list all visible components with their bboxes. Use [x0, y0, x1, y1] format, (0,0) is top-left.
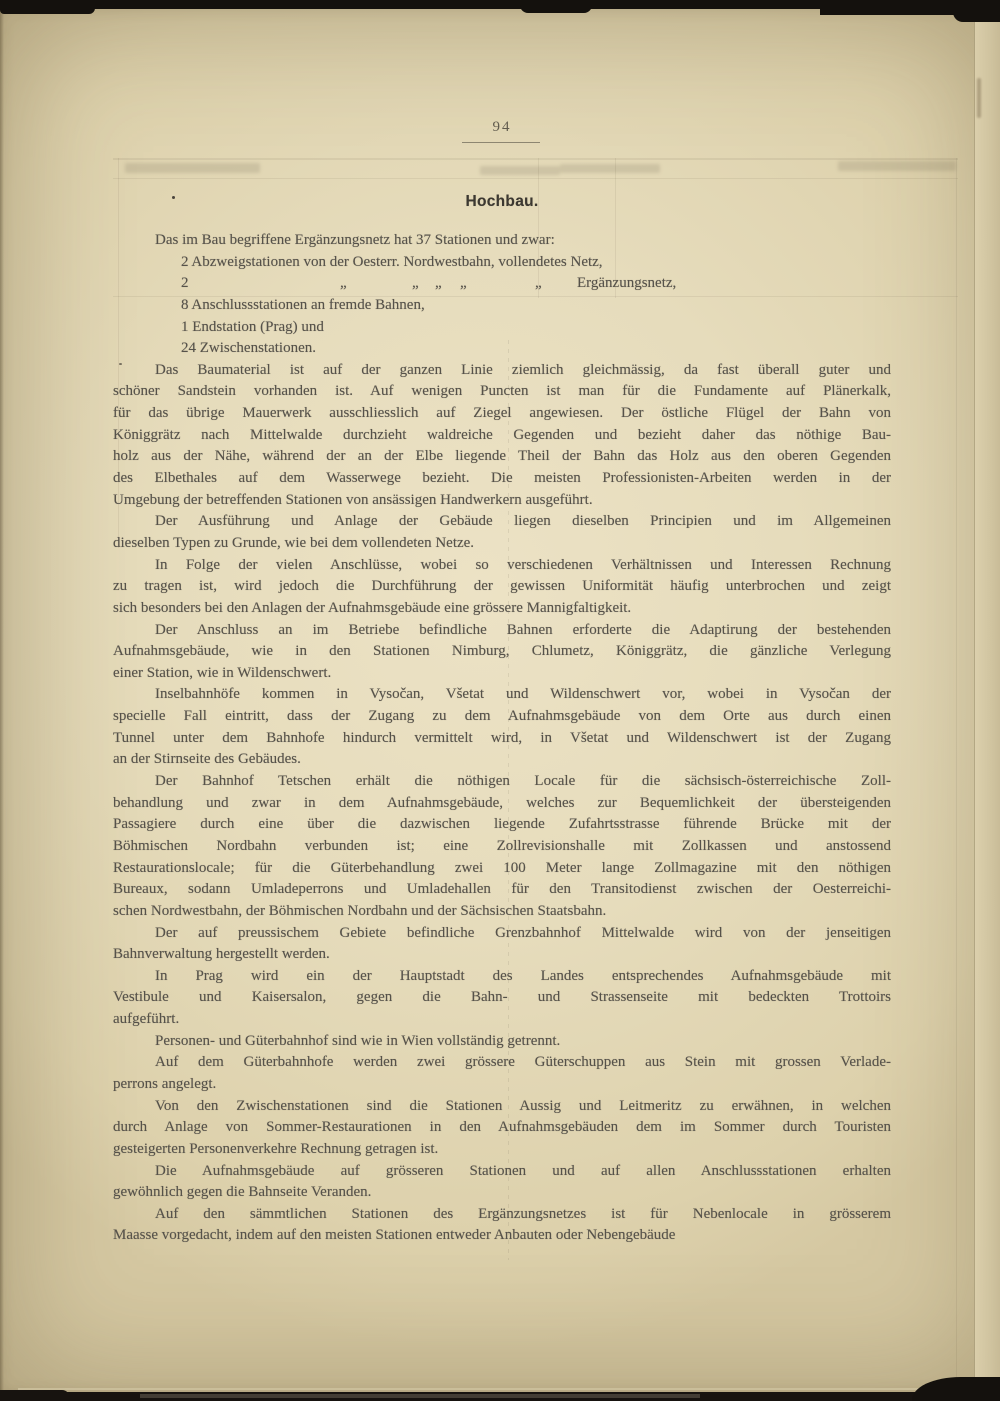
- ghost-text: [838, 161, 956, 171]
- scan-edge-blob: [520, 0, 592, 13]
- text-line: 1 Endstation (Prag) und: [181, 318, 324, 335]
- page-edge-line: [974, 12, 975, 1390]
- text-line: Vestibule und Kaisersalon, gegen die Bahn- und Strassenseite mit bedeckten Trottoirs: [113, 989, 891, 1006]
- ditto-mark: „: [340, 275, 347, 292]
- text-line: für das übrige Mauerwerk ausschliesslich auf Ziegel angewiesen. Der östliche Flügel der Bahn von: [113, 405, 891, 422]
- text-line: aufgeführt.: [113, 1011, 180, 1028]
- ghost-text: [560, 164, 660, 173]
- text-line: gewöhnlich gegen die Bahnseite Veranden.: [113, 1184, 372, 1201]
- text-line: Die Aufnahmsgebäude auf grösseren Stationen und auf allen Anschlussstationen erhalten: [155, 1162, 891, 1179]
- ghost-rule: [113, 178, 958, 179]
- text-line: Maasse vorgedacht, indem auf den meisten Stationen entweder Anbauten oder Nebengebäude: [113, 1227, 676, 1244]
- text-line: [113, 273, 891, 295]
- text-line: Auf den sämmtlichen Stationen des Ergänzungsnetzes ist für Nebenlocale in grösserem: [155, 1205, 891, 1222]
- text-line: Personen- und Güterbahnhof sind wie in Wien vollständig getrennt.: [155, 1032, 561, 1049]
- text-line: zu tragen ist, wird jedoch die Durchführung der gewissen Uniformität häufig unterbrochen und zeigt: [113, 578, 891, 595]
- text-line: Restaurationslocale; für die Güterbehandlung zwei 100 Meter lange Zollmagazine mit den nöthigen: [113, 859, 891, 876]
- text-line: Inselbahnhöfe kommen in Vysočan, Všetat und Wildenschwert vor, wobei in Vysočan der: [155, 686, 891, 703]
- text-line: 24 Zwischenstationen.: [181, 340, 316, 357]
- text-line: Auf dem Güterbahnhofe werden zwei grössere Güterschuppen aus Stein mit grossen Verlade-: [155, 1054, 891, 1071]
- text-line: einer Station, wie in Wildenschwert.: [113, 664, 332, 681]
- ghost-text: [125, 163, 260, 173]
- text-line: Der Anschluss an im Betriebe befindliche Bahnen erforderte die Adaptirung der bestehenden: [155, 621, 891, 638]
- ink-smudge: [977, 78, 981, 118]
- text-line: Bahnverwaltung hergestellt werden.: [113, 946, 330, 963]
- text-line: gesteigerten Personenverkehre Rechnung getragen ist.: [113, 1140, 439, 1157]
- text-line: Der Ausführung und Anlage der Gebäude liegen dieselben Principien und im Allgemeinen: [155, 513, 891, 530]
- text-line: an der Stirnseite des Gebäudes.: [113, 751, 301, 768]
- ghost-text: [480, 166, 560, 175]
- text-line: 2 Abzweigstationen von der Oesterr. Nordwestbahn, vollendetes Netz,: [181, 253, 603, 270]
- text-line: behandlung und zwar in dem Aufnahmsgebäude, welches zur Bequemlichkeit der übersteigenden: [113, 794, 891, 811]
- text-line: In Folge der vielen Anschlüsse, wobei so verschiedenen Verhältnissen und Interessen Rechnung: [155, 556, 891, 573]
- text-line: Aufnahmsgebäude, wie in den Stationen Nimburg, Chlumetz, Königgrätz, die gänzliche Verlegung: [113, 643, 891, 660]
- text-line: Umgebung der betreffenden Stationen von ansässigen Handwerkern ausgeführt.: [113, 491, 593, 508]
- text-line: des Elbethales auf dem Wasserwege bezieht. Die meisten Professionisten-Arbeiten werden in der: [113, 470, 891, 487]
- text-line: specielle Fall eintritt, dass der Zugang zu dem Aufnahmsgebäude von dem Orte aus durch einen: [113, 708, 891, 725]
- section-heading: Hochbau.: [465, 193, 539, 210]
- text-line: Passagiere durch eine über die dazwischen liegende Zufahrtsstrasse führende Brücke mit der: [113, 816, 891, 833]
- text-line: sich besonders bei den Anlagen der Aufnahmsgebäude eine grössere Mannigfaltigkeit.: [113, 599, 632, 616]
- scan-edge-blob: [0, 0, 95, 14]
- adjacent-page-edge: [975, 10, 1000, 1392]
- text-line: dieselben Typen zu Grunde, wie bei dem vollendeten Netze.: [113, 534, 475, 551]
- text-line: schen Nordwestbahn, der Böhmischen Nordbahn und der Sächsischen Staatsbahn.: [113, 902, 607, 919]
- ditto-mark: „: [535, 275, 542, 292]
- ditto-mark: 2: [181, 275, 189, 292]
- ghost-rule: [113, 158, 958, 160]
- text-line: holz aus der Nähe, während der an der Elbe liegende Theil der Bahn das Holz aus den oberen Gegenden: [113, 448, 891, 465]
- text-line: Bureaux, sodann Umladeperrons und Umladehallen für den Transitodienst zwischen der Oesterreichi-: [113, 881, 891, 898]
- ditto-mark: „: [460, 275, 467, 292]
- ditto-mark: „: [412, 275, 419, 292]
- scan-edge-blob: [0, 1390, 70, 1401]
- text-line: 8 Anschlussstationen an fremde Bahnen,: [181, 296, 425, 313]
- text-line: Das Baumaterial ist auf der ganzen Linie ziemlich gleichmässig, da fast überall guter und: [155, 361, 891, 378]
- left-edge-shadow: [0, 9, 4, 1392]
- page-bottom-edge-line: [18, 1388, 936, 1390]
- ghost-rule: [956, 158, 957, 1383]
- text-line: Das im Bau begriffene Ergänzungsnetz hat 37 Stationen und zwar:: [155, 232, 555, 248]
- body-text: [113, 230, 891, 1247]
- ditto-mark: Ergänzungsnetz,: [577, 275, 677, 292]
- page-number: 94: [492, 119, 512, 135]
- text-line: Tunnel unter dem Bahnhofe hindurch vermittelt wird, in Všetat und Wildenschwert ist der Zugang: [113, 729, 891, 746]
- text-line: Königgrätz nach Mittelwalde durchzieht waldreiche Gegenden und bezieht daher das nöthige Bau-: [113, 426, 891, 443]
- text-line: durch Anlage von Sommer-Restaurationen in den Aufnahmsgebäuden dem im Sommer durch Touristen: [113, 1119, 891, 1136]
- scan-edge-bottom-band: [140, 1394, 700, 1398]
- scan-edge-blob: [953, 0, 1000, 22]
- text-line: schöner Sandstein vorhanden ist. Auf wenigen Puncten ist man für die Fundamente auf Plänerkalk,: [113, 383, 891, 400]
- page-number-rule: [462, 142, 540, 143]
- text-line: Von den Zwischenstationen sind die Stationen Aussig und Leitmeritz zu erwähnen, in welchen: [155, 1097, 891, 1114]
- text-line: Der Bahnhof Tetschen erhält die nöthigen Locale für die sächsisch-österreichische Zoll-: [155, 773, 891, 790]
- ditto-mark: „: [435, 275, 442, 292]
- text-line: perrons angelegt.: [113, 1075, 217, 1092]
- text-line: In Prag wird ein der Hauptstadt des Landes entsprechendes Aufnahmsgebäude mit: [155, 967, 891, 984]
- text-line: Der auf preussischem Gebiete befindliche Grenzbahnhof Mittelwalde wird von der jenseitigen: [155, 924, 891, 941]
- text-line: Böhmischen Nordbahn verbunden ist; eine Zollrevisionshalle mit Zollkassen und anstossend: [113, 837, 891, 854]
